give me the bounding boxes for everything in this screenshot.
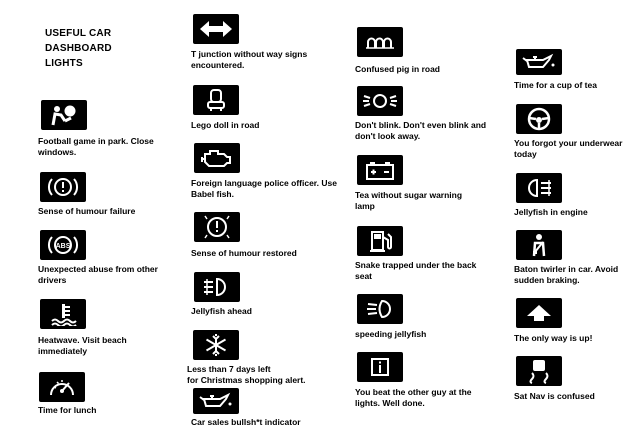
seat-icon	[193, 85, 239, 115]
bulb-warning-icon	[357, 86, 403, 116]
caption: Heatwave. Visit beach immediately	[38, 335, 127, 356]
caption: Sense of humour restored	[191, 248, 297, 258]
airbag-icon	[41, 100, 87, 130]
glow-plug-icon	[357, 27, 403, 57]
fog-light-icon	[194, 272, 240, 302]
caption: Unexpected abuse from other drivers	[38, 264, 158, 285]
caption: Time for lunch	[38, 405, 97, 415]
steering-wheel-icon	[516, 104, 562, 134]
caption: Jellyfish ahead	[191, 306, 252, 316]
double-arrow-icon	[193, 14, 239, 44]
check-engine-icon	[194, 143, 240, 173]
caption: Lego doll in road	[191, 120, 260, 130]
caption: Tea without sugar warning lamp	[355, 190, 463, 211]
brake-warning-icon	[40, 172, 86, 202]
caption: You beat the other guy at the lights. Well done.	[355, 387, 472, 408]
skid-icon	[516, 356, 562, 386]
page-title: USEFUL CAR DASHBOARD LIGHTS	[45, 28, 112, 69]
info-icon	[357, 352, 403, 382]
caption: Baton twirler in car. Avoid sudden braking.	[514, 264, 619, 285]
power-steering-icon	[194, 212, 240, 242]
caption: Confused pig in road	[355, 64, 440, 74]
caption: Jellyfish in engine	[514, 207, 588, 217]
caption: You forgot your underwear today	[514, 138, 623, 159]
svg-text:ABS: ABS	[55, 243, 71, 250]
seatbelt-icon	[516, 230, 562, 260]
caption: The only way is up!	[514, 333, 593, 343]
caption: Foreign language police officer. Use Babel fish.	[191, 178, 337, 199]
caption: Time for a cup of tea	[514, 80, 597, 90]
caption: Football game in park. Close windows.	[38, 136, 154, 157]
caption: T junction without way signs encountered.	[191, 49, 308, 70]
caption: speeding jellyfish	[355, 329, 427, 339]
up-arrow-icon	[516, 298, 562, 328]
fuel-pump-icon	[357, 226, 403, 256]
battery-icon	[357, 155, 403, 185]
snowflake-icon	[193, 330, 239, 360]
headlight-icon	[357, 294, 403, 324]
caption: Car sales bullsh*t indicator	[191, 417, 301, 427]
caption: Sense of humour failure	[38, 206, 136, 216]
caption: Snake trapped under the back seat	[355, 260, 477, 281]
speedometer-icon	[39, 372, 85, 402]
coolant-temperature-icon	[40, 299, 86, 329]
caption: Less than 7 days left for Christmas shopping alert.	[187, 364, 306, 385]
oil-pressure-icon	[516, 49, 562, 75]
rear-fog-light-icon	[516, 173, 562, 203]
caption: Sat Nav is confused	[514, 391, 595, 401]
caption: Don't blink. Don't even blink and don't look away.	[355, 120, 487, 141]
oil-can-icon	[193, 388, 239, 414]
abs-icon	[40, 230, 86, 260]
